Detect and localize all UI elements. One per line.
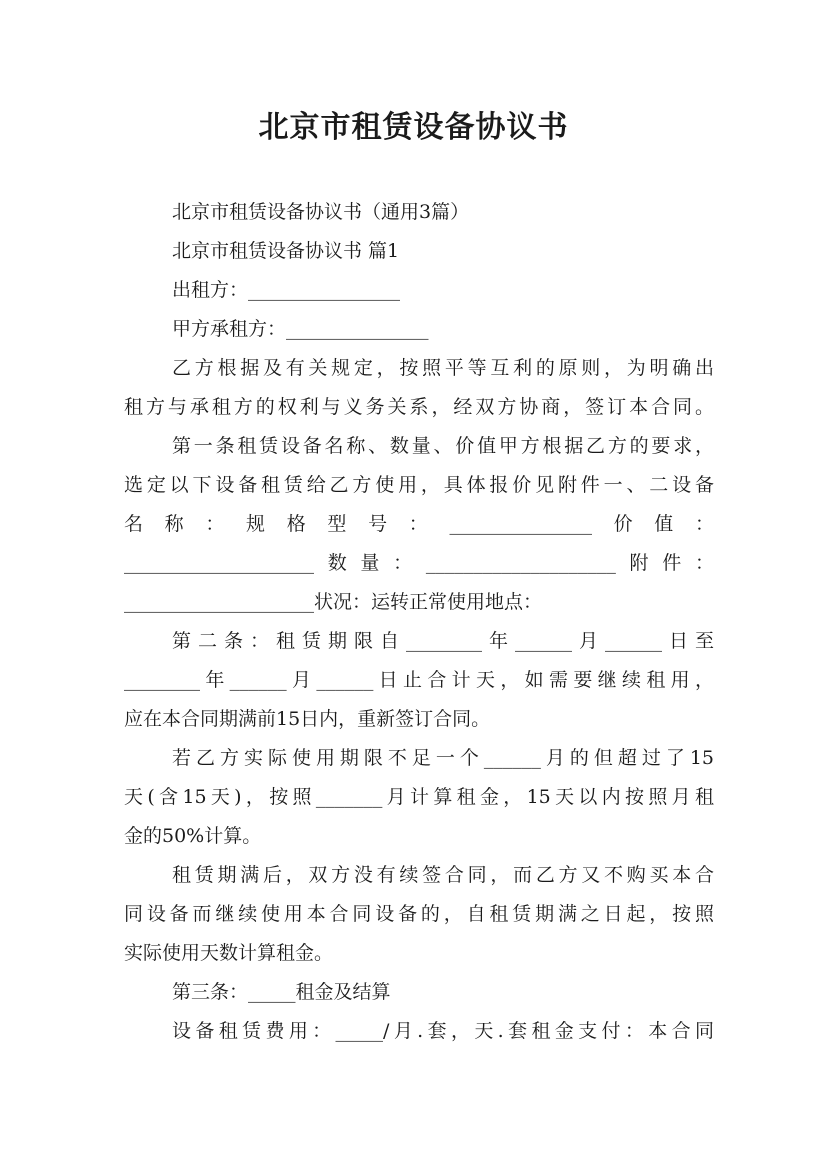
text-line: ________年______月______日止合计天，如需要继续租用， <box>124 669 714 691</box>
text-line: 甲方承租方：_______________ <box>172 318 429 340</box>
document-title: 北京市租赁设备协议书 <box>258 110 569 145</box>
text-line: 若乙方实际使用期限不足一个______月的但超过了15 <box>172 747 714 769</box>
text-line: 实际使用天数计算租金。 <box>124 942 334 964</box>
text-line: 第二条：租赁期限自________年______月______日至 <box>172 630 714 652</box>
text-line: ____________________数量：____________________附件： <box>124 552 714 574</box>
text-line: 设备租赁费用：_____/月.套，天.套租金支付：本合同 <box>172 1020 714 1042</box>
text-line: 租方与承租方的权利与义务关系，经双方协商，签订本合同。 <box>124 396 714 418</box>
text-line: 乙方根据及有关规定，按照平等互利的原则，为明确出 <box>172 357 714 379</box>
text-line: 第一条租赁设备名称、数量、价值甲方根据乙方的要求， <box>172 435 714 457</box>
text-line: 名称：规格型号：_______________价值： <box>124 513 714 535</box>
text-line: 应在本合同期满前15日内，重新签订合同。 <box>124 708 491 730</box>
text-line: 选定以下设备租赁给乙方使用，具体报价见附件一、二设备 <box>124 474 714 496</box>
text-line: 金的50%计算。 <box>124 825 262 847</box>
text-line: 天(含15天)，按照_______月计算租金，15天以内按照月租 <box>124 786 714 808</box>
text-line: 北京市租赁设备协议书 篇1 <box>172 240 400 262</box>
text-line: 北京市租赁设备协议书（通用3篇） <box>172 201 470 223</box>
text-line: 租赁期满后，双方没有续签合同，而乙方又不购买本合 <box>172 864 714 886</box>
text-line: 出租方：________________ <box>172 279 401 301</box>
text-line: 同设备而继续使用本合同设备的，自租赁期满之日起，按照 <box>124 903 714 925</box>
text-line: ____________________状况：运转正常使用地点： <box>124 591 543 613</box>
text-line: 第三条：_____租金及结算 <box>172 981 391 1003</box>
